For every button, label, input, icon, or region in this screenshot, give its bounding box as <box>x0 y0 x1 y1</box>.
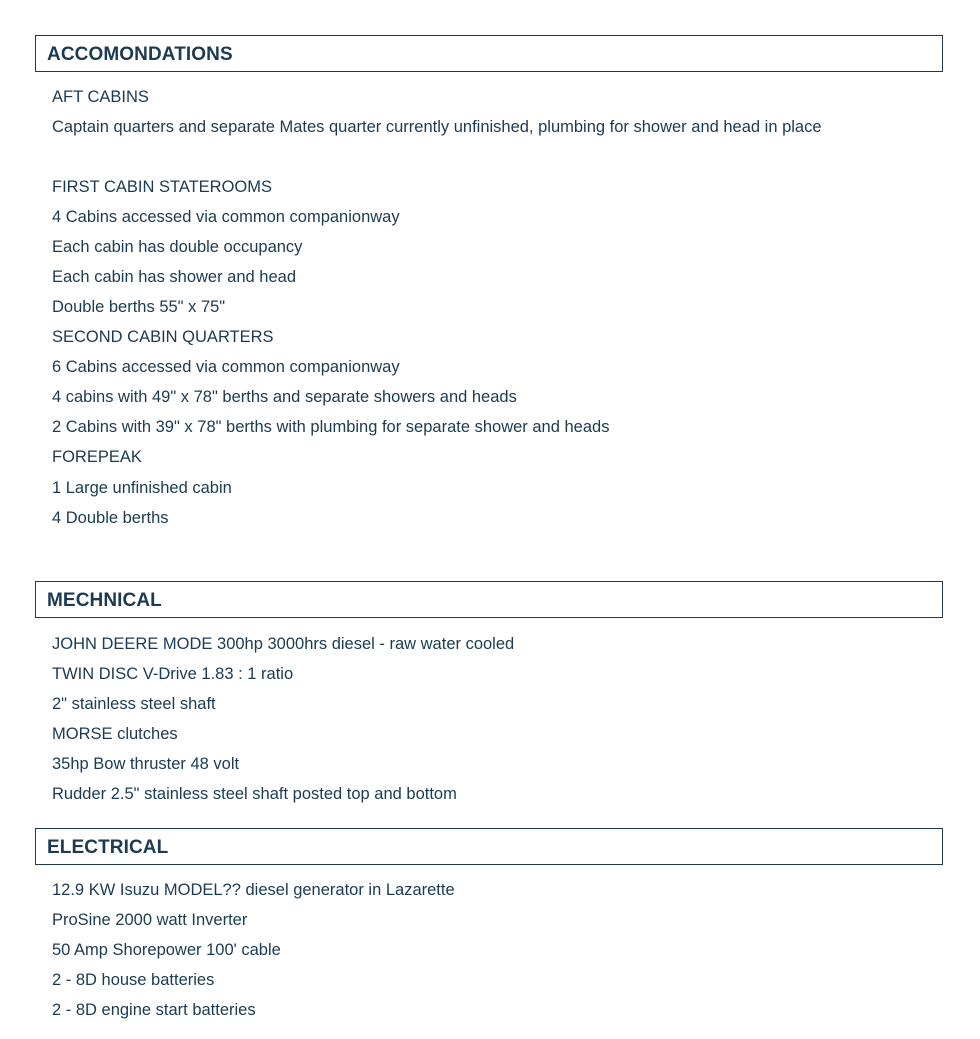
subheading-first-cabin-staterooms: FIRST CABIN STATEROOMS <box>52 178 273 196</box>
subheading-second-cabin-quarters: SECOND CABIN QUARTERS <box>52 328 274 346</box>
list-item: 2 - 8D engine start batteries <box>52 1001 256 1019</box>
list-item: Rudder 2.5" stainless steel shaft posted top and bottom <box>52 785 457 803</box>
list-item: 4 cabins with 49" x 78" berths and separate showers and heads <box>52 388 517 406</box>
list-item: Each cabin has double occupancy <box>52 238 303 256</box>
list-item: 50 Amp Shorepower 100' cable <box>52 941 281 959</box>
list-item: 35hp Bow thruster 48 volt <box>52 755 240 773</box>
section-header-electrical <box>35 828 943 865</box>
list-item: MORSE clutches <box>52 725 178 743</box>
list-item: Captain quarters and separate Mates quarter currently unfinished, plumbing for shower and head in place <box>52 118 822 136</box>
list-item: Each cabin has shower and head <box>52 268 297 286</box>
list-item: 2 Cabins with 39" x 78" berths with plumbing for separate shower and heads <box>52 418 610 436</box>
list-item: 2 - 8D house batteries <box>52 971 215 989</box>
section-header-accommodations <box>35 35 943 72</box>
list-item: ProSine 2000 watt Inverter <box>52 911 248 929</box>
list-item: 4 Cabins accessed via common companionway <box>52 208 400 226</box>
list-item: Double berths 55" x 75" <box>52 298 226 316</box>
subheading-forepeak: FOREPEAK <box>52 448 142 466</box>
subheading-aft-cabins: AFT CABINS <box>52 88 149 106</box>
list-item: JOHN DEERE MODE 300hp 3000hrs diesel - raw water cooled <box>52 635 515 653</box>
section-title: ACCOMONDATIONS <box>47 44 233 65</box>
list-item: 1 Large unfinished cabin <box>52 479 232 497</box>
list-item: 12.9 KW Isuzu MODEL?? diesel generator in Lazarette <box>52 881 455 899</box>
list-item: TWIN DISC V-Drive 1.83 : 1 ratio <box>52 665 294 683</box>
list-item: 6 Cabins accessed via common companionway <box>52 358 400 376</box>
section-header-mechanical <box>35 581 943 618</box>
section-title: MECHNICAL <box>47 590 162 611</box>
section-title: ELECTRICAL <box>47 837 169 858</box>
list-item: 4 Double berths <box>52 509 169 527</box>
list-item: 2" stainless steel shaft <box>52 695 216 713</box>
